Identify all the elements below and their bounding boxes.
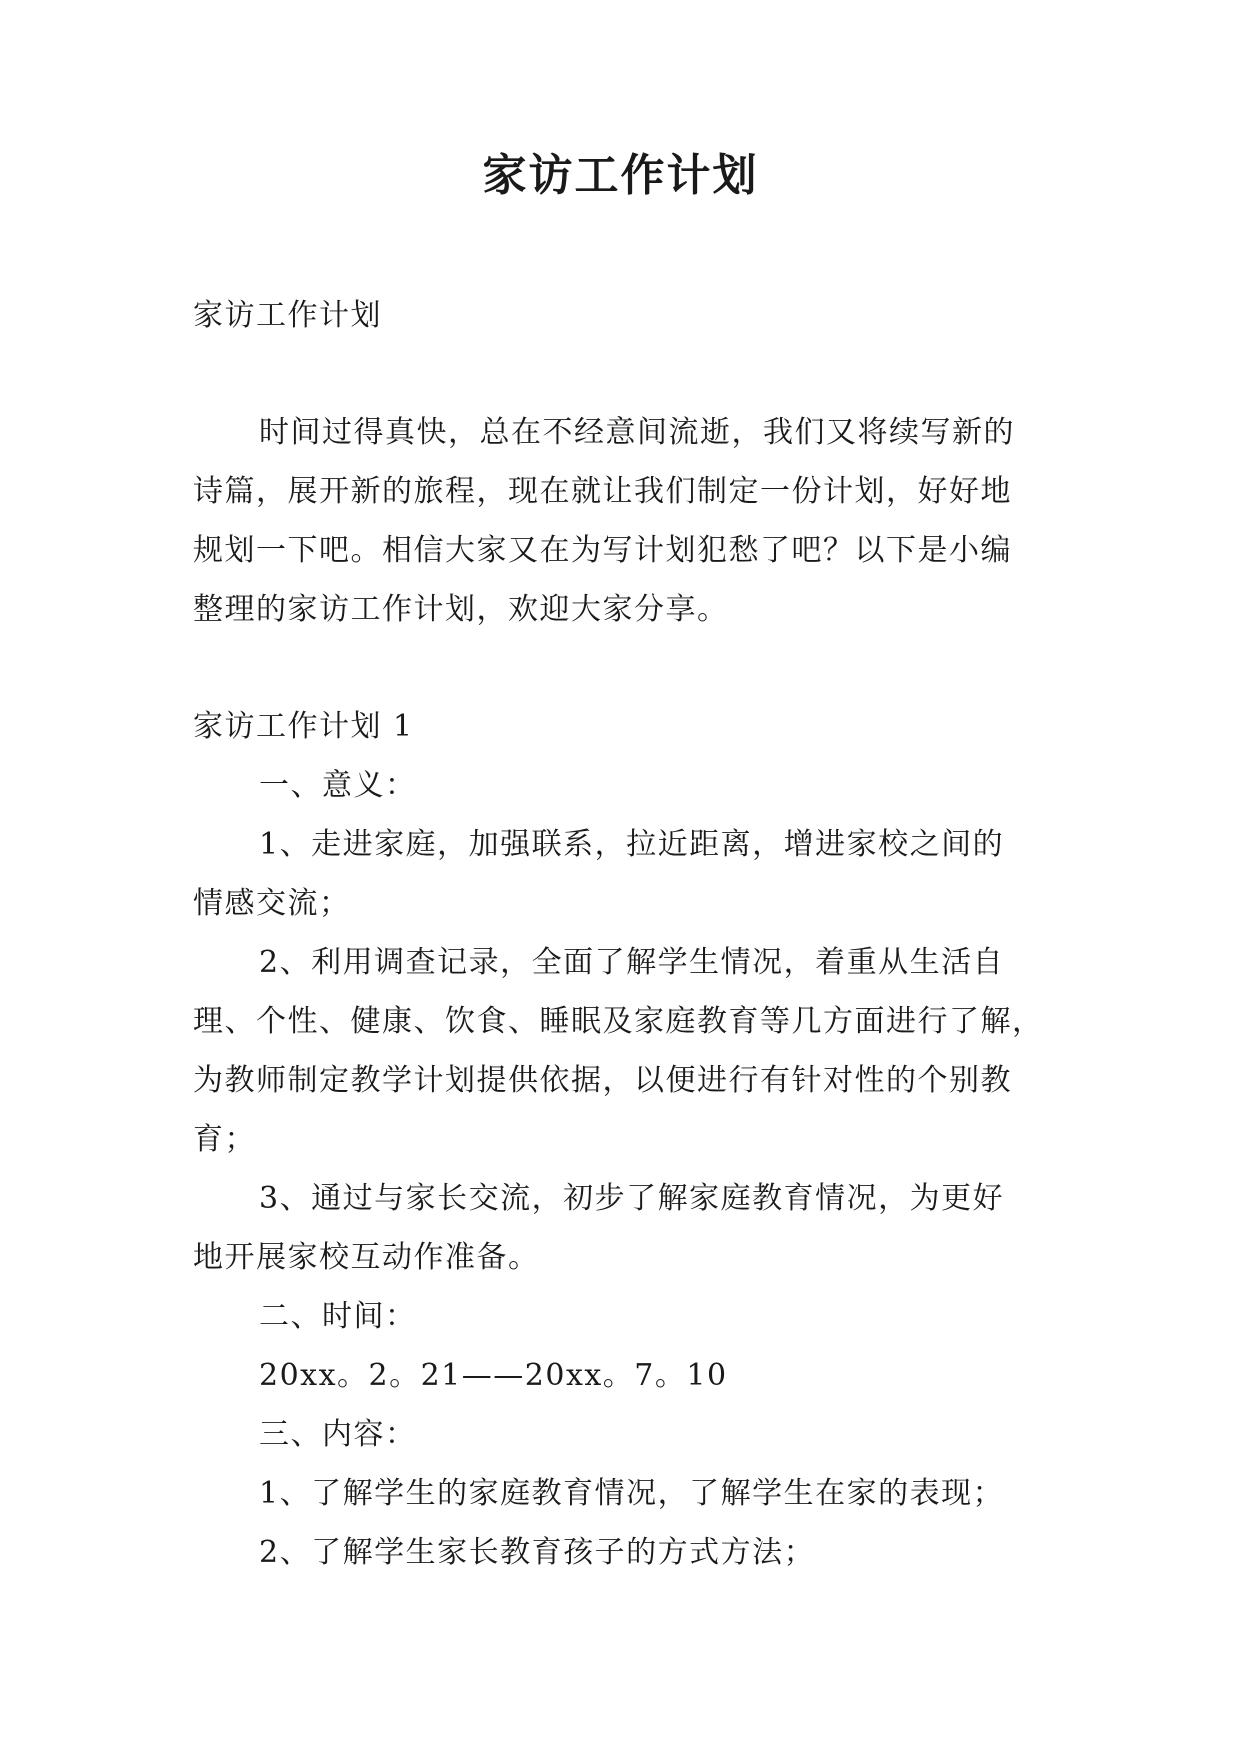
section2-heading: 二、时间： xyxy=(259,1299,417,1334)
time-range: 20xx。2。21——20xx。7。10 xyxy=(259,1358,728,1393)
section3-heading: 三、内容： xyxy=(259,1417,417,1452)
spacer xyxy=(193,345,1055,403)
intro-line-4: 整理的家访工作计划，欢迎大家分享。 xyxy=(193,592,729,627)
item1-paragraph xyxy=(193,815,1055,933)
subtitle: 家访工作计划 xyxy=(193,298,382,333)
item1-line-2: 情感交流； xyxy=(193,886,351,921)
item1-line-1: 1、走进家庭，加强联系，拉近距离，增进家校之间的 xyxy=(259,827,1005,862)
item3-line-2: 地开展家校互动作准备。 xyxy=(193,1240,540,1275)
intro-line-3: 规划一下吧。相信大家又在为写计划犯愁了吧？以下是小编 xyxy=(193,533,1012,568)
item2-paragraph xyxy=(193,933,1055,1169)
content-item-1: 1、了解学生的家庭教育情况，了解学生在家的表现； xyxy=(259,1476,1005,1511)
item3-line-1: 3、通过与家长交流，初步了解家庭教育情况，为更好 xyxy=(259,1181,1005,1216)
document-body xyxy=(193,286,1055,1582)
intro-line-1: 时间过得真快，总在不经意间流逝，我们又将续写新的 xyxy=(259,415,1015,450)
item2-line-3: 为教师制定教学计划提供依据，以便进行有针对性的个别教 xyxy=(193,1063,1012,1098)
spacer xyxy=(193,639,1055,697)
plan-heading: 家访工作计划 1 xyxy=(193,709,414,744)
intro-line-2: 诗篇，展开新的旅程，现在就让我们制定一份计划，好好地 xyxy=(193,474,1012,509)
item2-line-1: 2、利用调查记录，全面了解学生情况，着重从生活自 xyxy=(259,945,1005,980)
content-item-2: 2、了解学生家长教育孩子的方式方法； xyxy=(259,1535,816,1570)
intro-paragraph xyxy=(193,403,1055,639)
item3-paragraph xyxy=(193,1169,1055,1287)
document-title: 家访工作计划 xyxy=(482,150,759,201)
item2-line-4: 育； xyxy=(193,1122,256,1157)
item2-line-2: 理、个性、健康、饮食、睡眠及家庭教育等几方面进行了解， xyxy=(193,1004,1044,1039)
section1-heading: 一、意义： xyxy=(259,768,417,803)
